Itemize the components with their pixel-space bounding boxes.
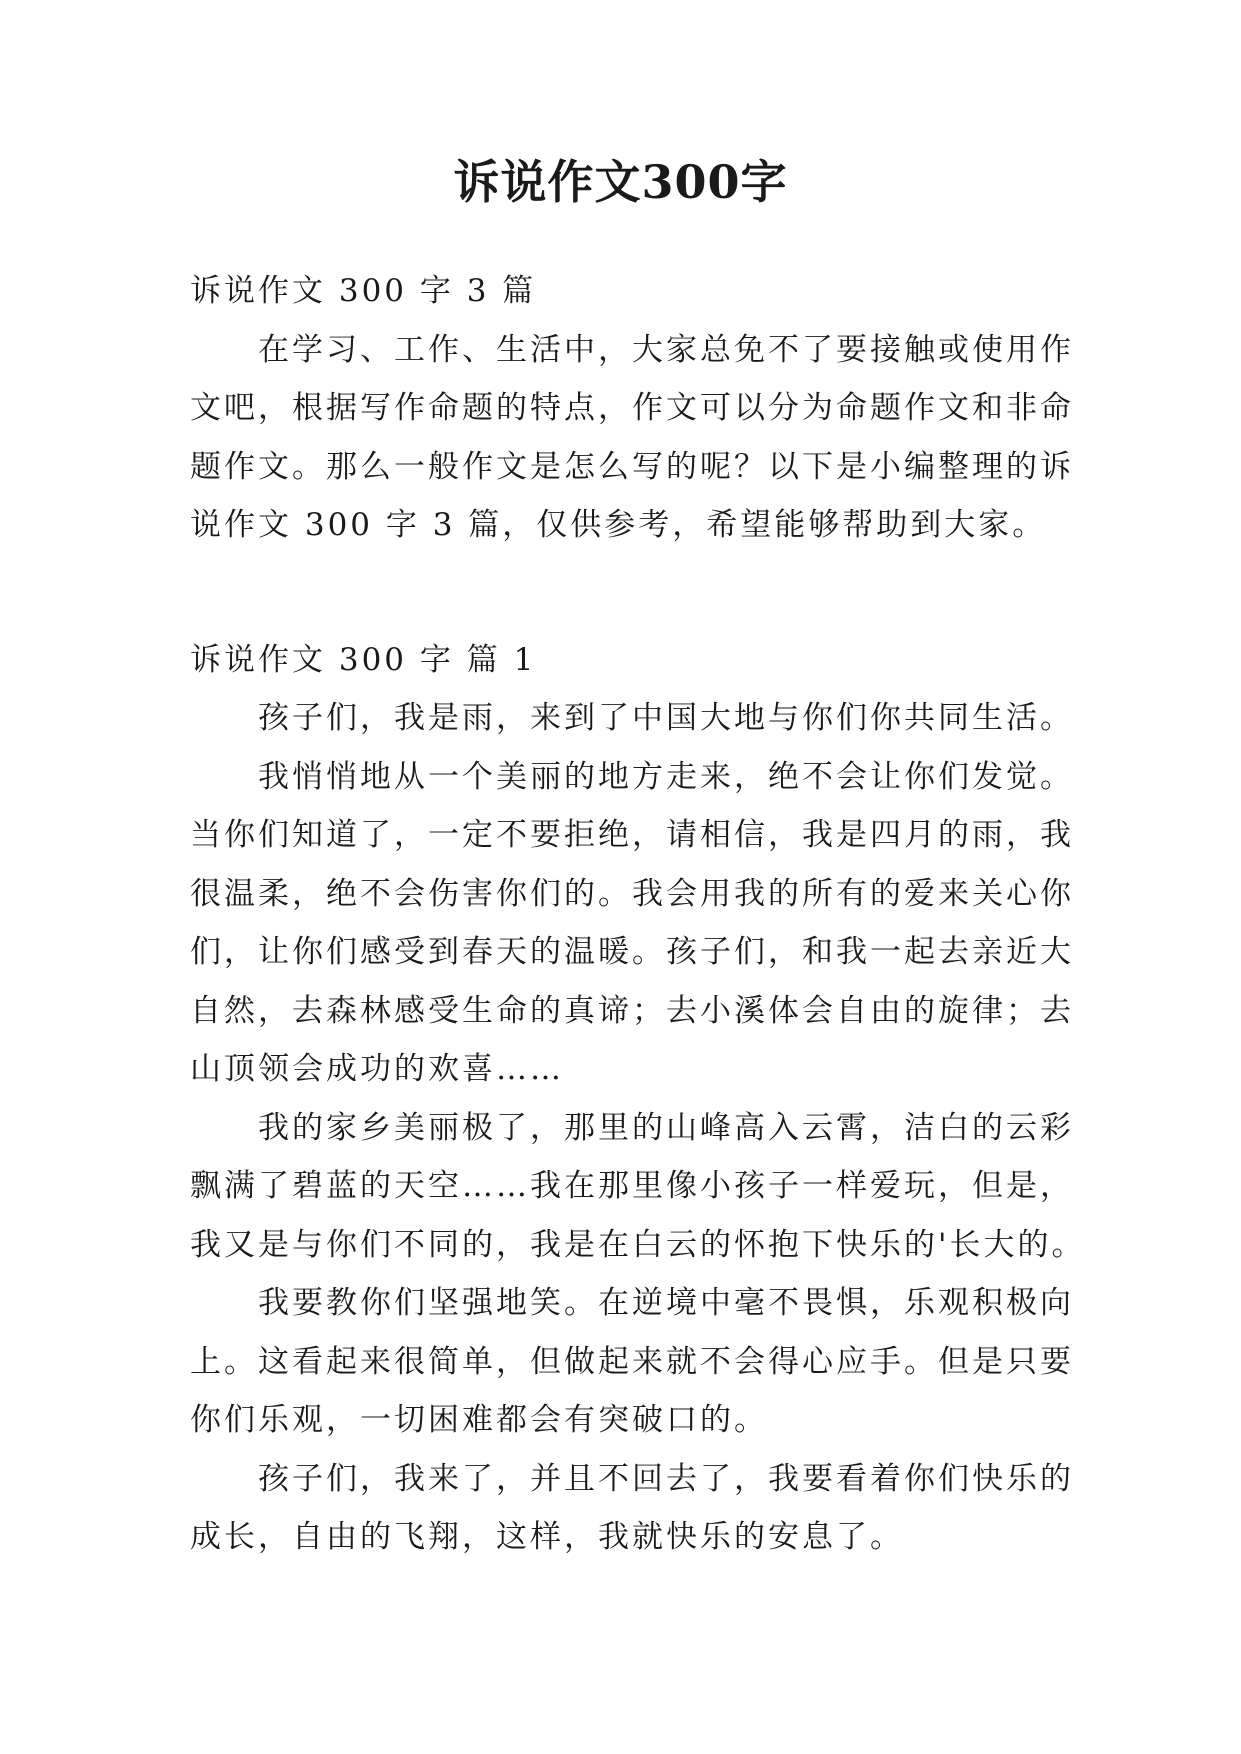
paragraph-line: 我要教你们坚强地笑。在逆境中毫不畏惧，乐观积极向 xyxy=(258,1285,1074,1321)
paragraph-line: 成长，自由的飞翔，这样，我就快乐的安息了。 xyxy=(190,1519,904,1555)
paragraph-line: 我又是与你们不同的，我是在白云的怀抱下快乐的'长大的。 xyxy=(190,1226,1086,1263)
paragraph-line: 很温柔，绝不会伤害你们的。我会用我的所有的爱来关心你 xyxy=(190,875,1074,912)
paragraph-line: 自然，去森林感受生命的真谛；去小溪体会自由的旋律；去 xyxy=(190,992,1074,1029)
paragraph-line: 上。这看起来很简单，但做起来就不会得心应手。但是只要 xyxy=(190,1343,1074,1380)
paragraph-line: 飘满了碧蓝的天空……我在那里像小孩子一样爱玩，但是， xyxy=(190,1168,1074,1204)
paragraph-line: 山顶领会成功的欢喜…… xyxy=(190,1051,564,1087)
paragraph-4 xyxy=(190,1274,1074,1450)
paragraph-line: 我的家乡美丽极了，那里的山峰高入云霄，洁白的云彩 xyxy=(258,1109,1074,1146)
paragraph-line: 孩子们，我来了，并且不回去了，我要看着你们快乐的 xyxy=(258,1460,1074,1497)
paragraph-1 xyxy=(190,689,1074,748)
paragraph-line: 孩子们，我是雨，来到了中国大地与你们你共同生活。 xyxy=(258,700,1074,736)
paragraph-line: 在学习、工作、生活中，大家总免不了要接触或使用作 xyxy=(258,331,1074,368)
paragraph-line: 文吧，根据写作命题的特点，作文可以分为命题作文和非命 xyxy=(190,390,1074,426)
paragraph-line: 你们乐观，一切困难都会有突破口的。 xyxy=(190,1402,768,1438)
section-spacer xyxy=(190,555,1060,631)
intro-heading: 诉说作文 300 字 3 篇 xyxy=(190,273,537,309)
paragraph-3 xyxy=(190,1099,1086,1275)
paragraph-line: 们，让你们感受到春天的温暖。孩子们，和我一起去亲近大 xyxy=(190,934,1074,970)
document-body xyxy=(190,262,1086,1567)
paragraph-2 xyxy=(190,748,1074,1099)
intro-paragraph xyxy=(190,321,1074,555)
paragraph-line: 说作文 300 字 3 篇，仅供参考，希望能够帮助到大家。 xyxy=(190,507,1047,543)
paragraph-line: 题作文。那么一般作文是怎么写的呢？以下是小编整理的诉 xyxy=(190,448,1074,485)
section-heading: 诉说作文 300 字 篇 1 xyxy=(190,641,537,678)
paragraph-5 xyxy=(190,1450,1074,1567)
document-title: 诉说作文300字 xyxy=(453,155,788,209)
paragraph-line: 我悄悄地从一个美丽的地方走来，绝不会让你们发觉。 xyxy=(258,758,1074,795)
paragraph-line: 当你们知道了，一定不要拒绝，请相信，我是四月的雨，我 xyxy=(190,817,1074,853)
